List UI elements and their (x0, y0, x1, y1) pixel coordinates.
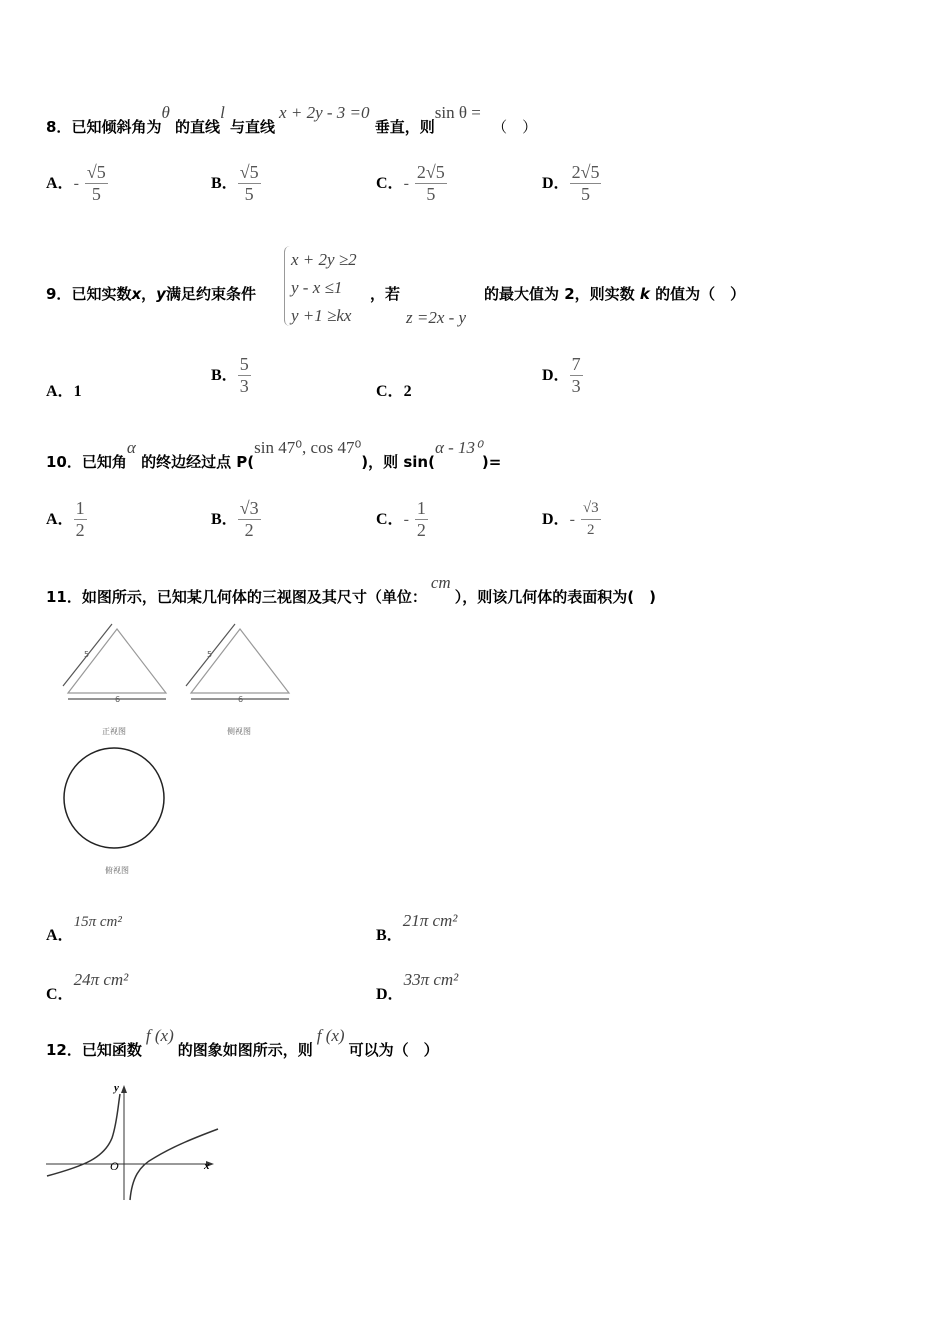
sign: - (403, 175, 409, 192)
function-graph (44, 1078, 224, 1204)
option-d[interactable] (542, 498, 601, 541)
question-8 (46, 103, 538, 137)
fraction (415, 162, 447, 205)
denominator: 2 (244, 520, 254, 540)
fraction (415, 498, 428, 541)
denominator: 2 (75, 520, 85, 540)
numerator: 2√5 (416, 162, 445, 182)
option-a[interactable] (46, 498, 87, 541)
y-label: y (114, 1082, 119, 1094)
text: ），则该几何体的表面积为( ) (454, 588, 656, 606)
fraction (570, 354, 583, 397)
options-8 (46, 162, 746, 216)
text: 与直线 (230, 118, 276, 136)
denominator: 3 (571, 376, 581, 396)
math: α - 13⁰ (434, 438, 482, 457)
text: 满足约束条件 (165, 285, 256, 303)
option-label: B． (211, 175, 238, 192)
option-value: 33π cm² (403, 970, 459, 989)
option-label: A． (46, 383, 74, 400)
question-number: 9． (46, 285, 72, 303)
option-label: C． (376, 175, 404, 192)
numerator: √5 (86, 162, 106, 182)
option-label: A． (46, 511, 74, 528)
slant-label: 5 (207, 650, 213, 659)
option-c[interactable] (376, 378, 412, 401)
constraint: y - x ≤1 (291, 278, 343, 297)
option-c[interactable] (376, 498, 428, 541)
math: sin θ = (434, 103, 481, 122)
question-9-tail (484, 283, 745, 304)
text: ， (141, 285, 157, 303)
numerator: √3 (239, 498, 259, 518)
objective: z =2x - y (406, 308, 467, 327)
question-10 (46, 438, 502, 472)
constraint: x + 2y ≥2 (291, 250, 357, 269)
option-a[interactable] (46, 378, 82, 401)
question-11 (46, 573, 656, 607)
text: 的终边经过点 P( (141, 453, 255, 471)
option-label: B． (376, 927, 403, 944)
fraction (570, 162, 602, 205)
fraction (238, 162, 261, 205)
option-b[interactable] (211, 498, 261, 541)
option-value: 21π cm² (402, 911, 458, 930)
option-label: B． (211, 511, 238, 528)
text: 如图所示，已知某几何体的三视图及其尺寸（单位： (81, 588, 427, 606)
numerator: 2√5 (571, 162, 600, 182)
option-value: 1 (73, 383, 82, 400)
text: 已知实数 (71, 285, 132, 303)
denominator: 5 (426, 184, 436, 204)
text: 已知函数 (81, 1041, 142, 1059)
question-12 (46, 1026, 439, 1060)
side-view-label: 侧视图 (227, 727, 251, 736)
numerator: 1 (416, 498, 426, 518)
option-d[interactable] (542, 354, 583, 397)
math: y (156, 285, 166, 303)
option-label: A． (46, 175, 74, 192)
option-b[interactable] (376, 908, 458, 944)
sign: - (73, 175, 79, 192)
fraction (74, 498, 87, 541)
math: cm (430, 573, 451, 592)
text: 的图象如图所示，则 (177, 1041, 313, 1059)
fraction (238, 498, 261, 541)
denominator: 2 (416, 520, 426, 540)
constraint: y +1 ≥kx (291, 306, 352, 325)
math: f (x) (316, 1026, 345, 1045)
question-number: 11． (46, 588, 82, 606)
fraction (238, 354, 251, 397)
sign: - (569, 511, 575, 528)
numerator: 7 (571, 354, 581, 374)
text: 的直线 (175, 118, 221, 136)
math: x (131, 285, 142, 303)
option-value: 24π cm² (73, 970, 129, 989)
constraint-system (284, 246, 357, 326)
numerator: 1 (75, 498, 85, 518)
text: 垂直，则 (374, 118, 435, 136)
option-label: D． (542, 367, 570, 384)
origin-label: O (110, 1159, 119, 1173)
numerator: 5 (239, 354, 249, 374)
numerator: √5 (239, 162, 259, 182)
option-b[interactable] (211, 354, 251, 397)
base-label: 6 (115, 695, 121, 704)
text: 已知倾斜角为 (71, 118, 162, 136)
fraction (85, 162, 108, 205)
text: )= (481, 453, 502, 471)
option-a[interactable] (46, 162, 108, 205)
base-label: 6 (238, 695, 244, 704)
option-b[interactable] (211, 162, 261, 205)
option-d[interactable] (542, 162, 601, 205)
top-view-circle (64, 748, 164, 848)
answer-paren: （ ） (492, 118, 538, 136)
x-label: x (204, 1160, 210, 1172)
text: 的最大值为 2，则实数 (484, 285, 635, 303)
math: α (126, 438, 136, 457)
y-axis-arrow (121, 1085, 127, 1093)
denominator: 3 (239, 376, 249, 396)
option-a[interactable] (46, 908, 122, 944)
text: ，若 (370, 285, 401, 303)
three-view-figure (46, 620, 306, 880)
denominator: 5 (244, 184, 254, 204)
slant-label: 5 (84, 650, 90, 659)
option-label: C． (376, 511, 404, 528)
option-d[interactable] (376, 967, 459, 1003)
text: 可以为（ ） (348, 1041, 439, 1059)
option-label: A． (46, 927, 74, 944)
math: θ (161, 103, 170, 122)
options-9 (46, 354, 746, 404)
option-label: D． (376, 986, 404, 1003)
math: x + 2y - 3 =0 (279, 103, 370, 122)
option-label: B． (211, 367, 238, 384)
question-number: 10． (46, 453, 82, 471)
question-number: 12． (46, 1041, 82, 1059)
option-label: D． (542, 175, 570, 192)
option-label: C． (46, 986, 74, 1003)
sign: - (403, 511, 409, 528)
option-c[interactable] (376, 162, 447, 205)
option-value: 15π cm² (73, 914, 122, 930)
question-number: 8． (46, 118, 72, 136)
question-9 (46, 283, 256, 304)
fraction (581, 498, 601, 541)
option-label: D． (542, 511, 570, 528)
top-view-label: 俯视图 (105, 866, 129, 875)
math: sin 47⁰, cos 47⁰ (254, 438, 362, 457)
option-label: C． (376, 383, 404, 400)
denominator: 2 (587, 522, 595, 538)
numerator: √3 (581, 498, 601, 520)
math: l (220, 103, 225, 122)
option-c[interactable] (46, 967, 129, 1003)
denominator: 5 (581, 184, 590, 204)
option-value: 2 (403, 383, 412, 400)
text: )，则 sin( (361, 453, 435, 471)
math: k (639, 285, 650, 303)
text: 已知角 (81, 453, 127, 471)
front-view-label: 正视图 (102, 727, 126, 736)
text: 的值为（ ） (655, 285, 746, 303)
denominator: 5 (91, 184, 101, 204)
options-10 (46, 498, 746, 552)
math: f (x) (145, 1026, 174, 1045)
